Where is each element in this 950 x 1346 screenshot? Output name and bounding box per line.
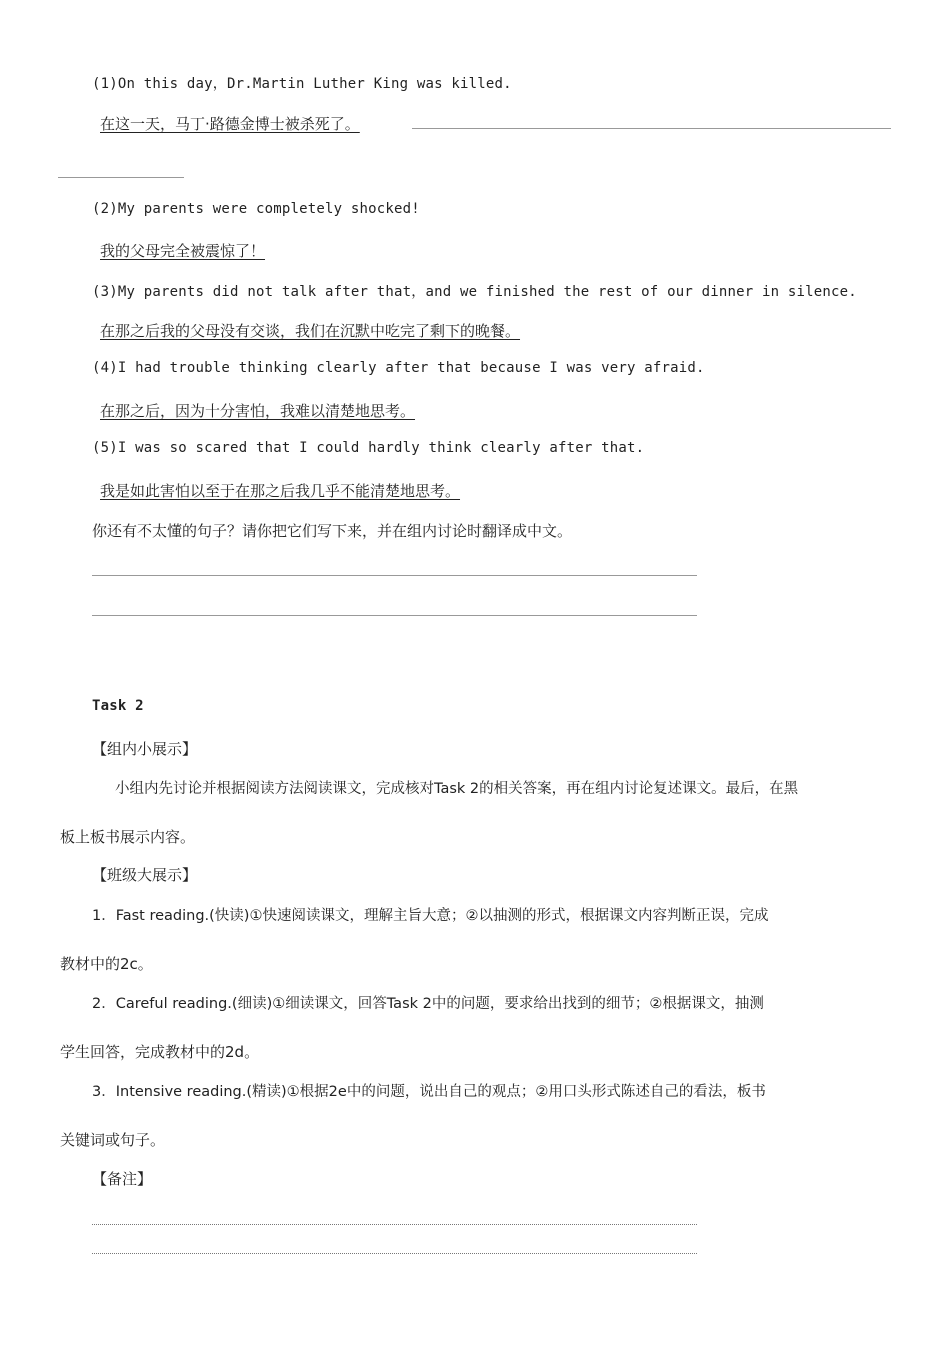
group-show-title: 【组内小展示】 (92, 740, 198, 758)
group-show-text-line2: 板上板书展示内容。 (60, 828, 196, 846)
step-2-line1: 2．Careful reading.(细读)①细读课文，回答Task 2中的问题，要求给出找到的细节；②根据课文，抽测 (92, 996, 764, 1012)
task-heading: Task 2 (92, 698, 144, 714)
unclear-sentences-prompt: 你还有不太懂的句子？请你把它们写下来，并在组内讨论时翻译成中文。 (92, 522, 573, 540)
sentence-en-5: (5)I was so scared that I could hardly think clearly after that. (92, 440, 645, 456)
sentence-en-2: (2)My parents were completely shocked! (92, 201, 420, 217)
step-1-line1: 1．Fast reading.(快读)①快速阅读课文，理解主旨大意；②以抽测的形式，根据课文内容判断正误，完成 (92, 908, 769, 924)
answer-line (412, 128, 891, 129)
sentence-zh-1: 在这一天，马丁·路德金博士被杀死了。 (100, 115, 360, 133)
notes-title: 【备注】 (92, 1170, 153, 1188)
step-2-line2: 学生回答，完成教材中的2d。 (60, 1043, 260, 1061)
notes-line[interactable] (92, 1224, 697, 1225)
sentence-zh-2: 我的父母完全被震惊了！ (100, 242, 266, 260)
sentence-zh-3: 在那之后我的父母没有交谈，我们在沉默中吃完了剩下的晚餐。 (100, 322, 521, 340)
sentence-en-1: (1)On this day，Dr.Martin Luther King was killed. (92, 76, 512, 92)
class-show-title: 【班级大展示】 (92, 866, 198, 884)
notes-line[interactable] (92, 1253, 697, 1254)
sentence-en-3: (3)My parents did not talk after that，and we finished the rest of our dinner in silence. (92, 284, 857, 300)
answer-line (58, 177, 184, 178)
step-3-line2: 关键词或句子。 (60, 1131, 166, 1149)
step-3-line1: 3．Intensive reading.(精读)①根据2e中的问题，说出自己的观点；②用口头形式陈述自己的看法，板书 (92, 1084, 766, 1100)
writing-line[interactable] (92, 575, 697, 576)
step-1-line2: 教材中的2c。 (60, 955, 153, 973)
sentence-en-4: (4)I had trouble thinking clearly after that because I was very afraid. (92, 360, 705, 376)
sentence-zh-4: 在那之后，因为十分害怕，我难以清楚地思考。 (100, 402, 416, 420)
group-show-text-line1: 小组内先讨论并根据阅读方法阅读课文，完成核对Task 2的相关答案，再在组内讨论复述课文。最后，在黑 (115, 781, 799, 797)
sentence-zh-5: 我是如此害怕以至于在那之后我几乎不能清楚地思考。 (100, 482, 461, 500)
writing-line[interactable] (92, 615, 697, 616)
